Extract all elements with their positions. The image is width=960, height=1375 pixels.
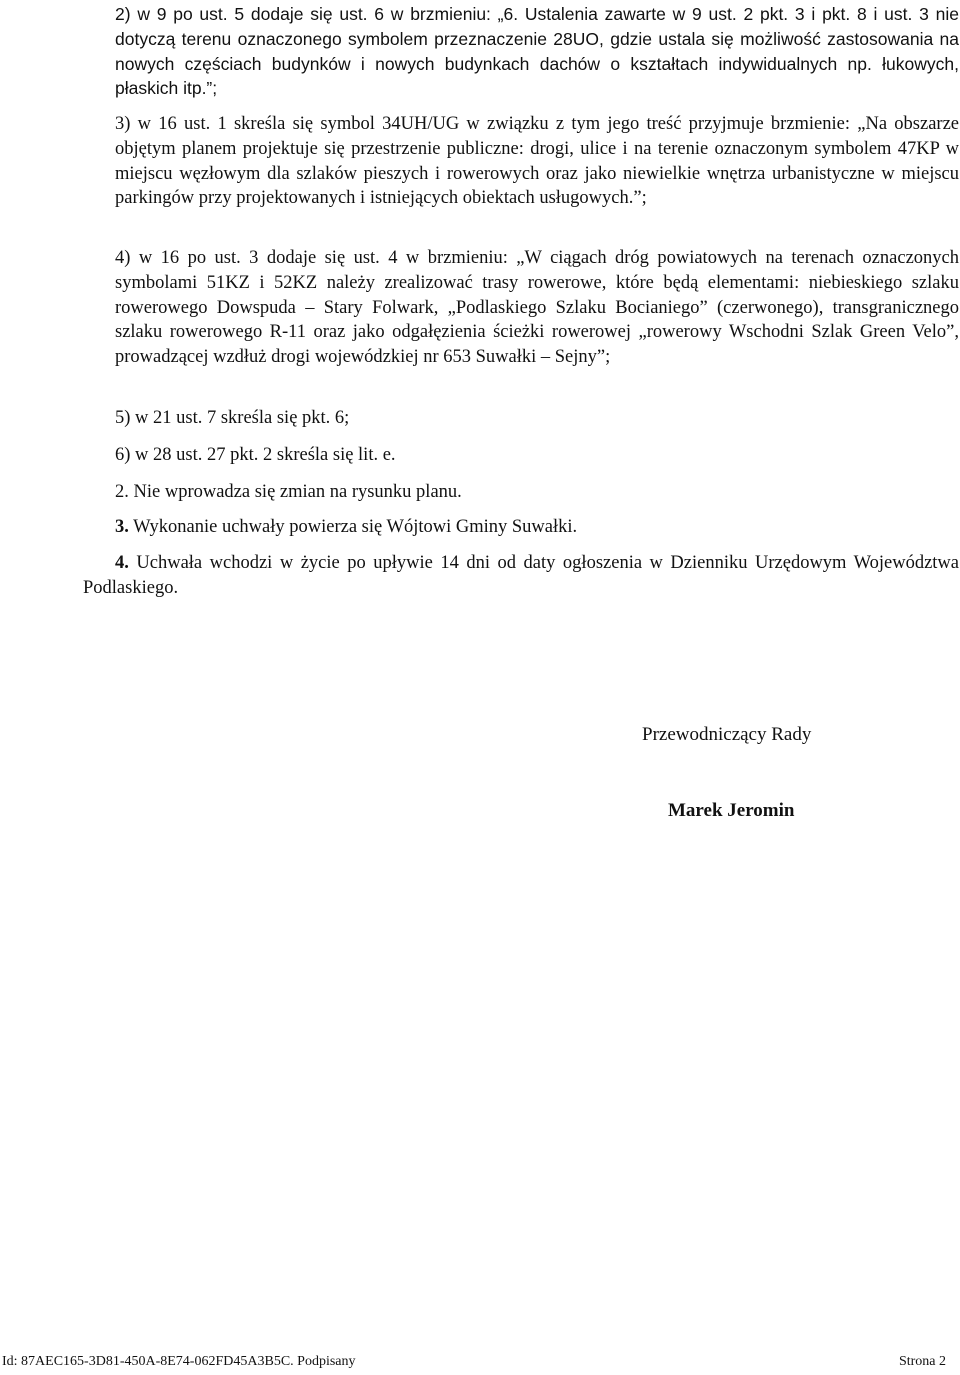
section-4-text: Uchwała wchodzi w życie po upływie 14 dni od daty ogłoszenia w Dzienniku Urzędowym Województwa Podlaskiego. [83, 553, 959, 598]
footer-page-number: Strona 2 [898, 1354, 946, 1369]
signature-title: Przewodniczący Rady [642, 724, 812, 745]
section-4 [83, 551, 959, 601]
section-4-number: 4. [115, 553, 129, 573]
section-3-text: Wykonanie uchwały powierza się Wójtowi Gminy Suwałki. [128, 517, 578, 537]
section-2: 2. Nie wprowadza się zmian na rysunku planu. [115, 482, 462, 502]
item-6: 6) w 28 ust. 27 pkt. 2 skreśla się lit. e. [115, 445, 396, 465]
item-3: 3) w 16 ust. 1 skreśla się symbol 34UH/UG w związku z tym jego treść przyjmuje brzmienie: „Na obszarze objętym planem projektuje się przestrzenie publiczne: drogi, ulice i na terenie oznaczonym symbolem 47KP w miejscu węzłowym dla szlaków pieszych i rowerowych oraz jako niewielkie wnętrza urbanistyczne w miejscu parkingów przy projektowanych i istniejących obiektach usługowych.”; [115, 114, 959, 209]
section-3-number: 3. [115, 517, 129, 537]
item-4: 4) w 16 po ust. 3 dodaje się ust. 4 w brzmieniu: „W ciągach dróg powiatowych na terenach oznaczonych symbolami 51KZ i 52KZ należy zrealizować trasy rowerowe, które będą elementami: niebieskiego szlaku rowerowego Dowspuda – Stary Folwark, „Podlaskiego Szlaku Bocianiego” (czerwonego), transgranicznego szlaku rowerowego R-11 oraz jako odgałęzienia ścieżki rowerowej „rowerowy Wschodni Szlak Green Velo”, prowadzącej wzdłuż drogi wojewódzkiej nr 653 Suwałki – Sejny”; [115, 248, 959, 368]
item-5: 5) w 21 ust. 7 skreśla się pkt. 6; [115, 408, 350, 428]
item-2: 2) w 9 po ust. 5 dodaje się ust. 6 w brzmieniu: „6. Ustalenia zawarte w 9 ust. 2 pkt. 3 i pkt. 8 i ust. 3 nie dotyczą terenu oznaczonego symbolem przeznaczenie 28UO, gdzie ustala się możliwość zastosowania na nowych częściach budynków i nowych budynkach dachów o kształtach indywidualnych np. łukowych, płaskich itp.”; [115, 4, 959, 99]
signature-name: Marek Jeromin [668, 800, 795, 821]
section-3 [115, 515, 959, 540]
footer-id: Id: 87AEC165-3D81-450A-8E74-062FD45A3B5C. Podpisany [2, 1354, 356, 1369]
